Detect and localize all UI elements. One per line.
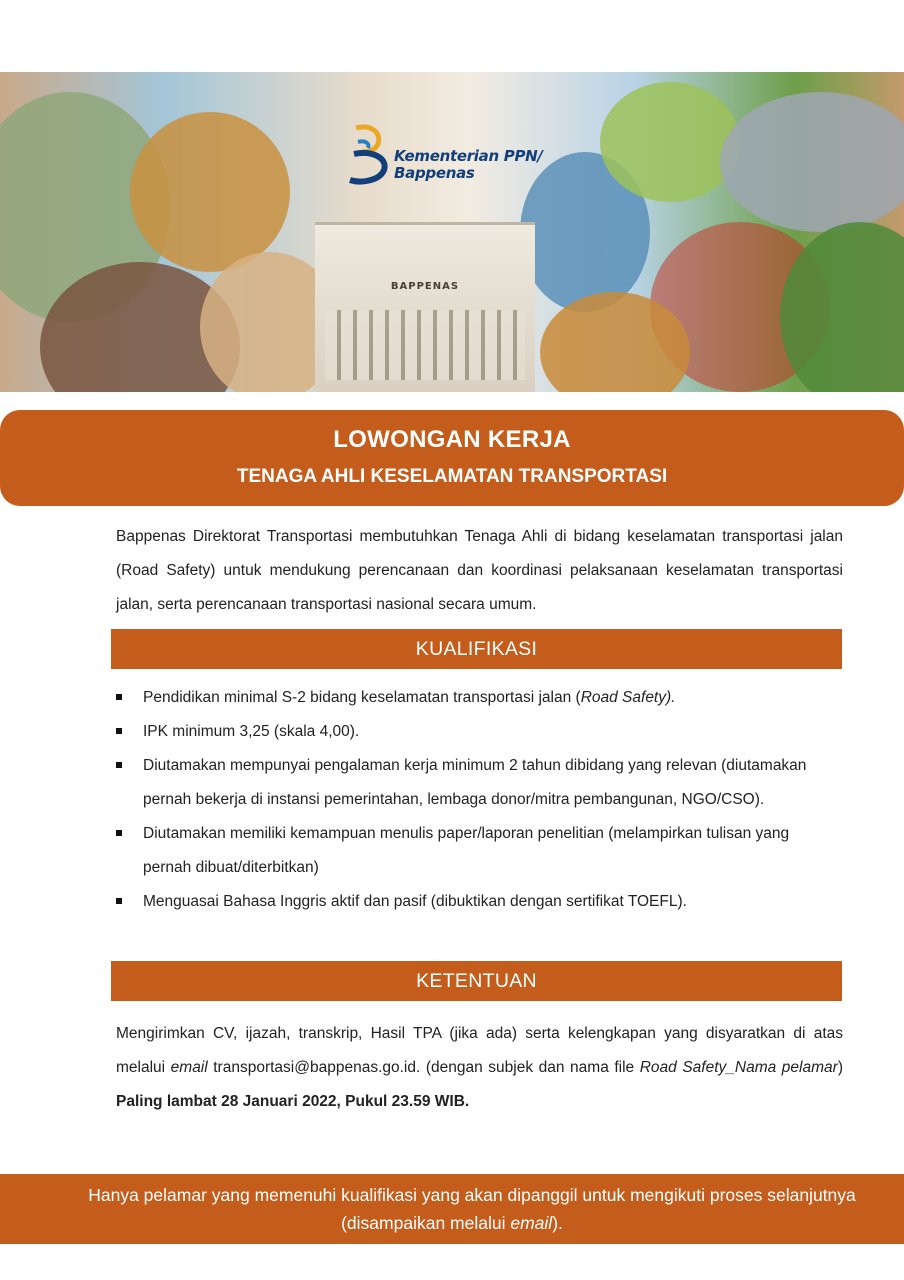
page-subtitle: TENAGA AHLI KESELAMATAN TRANSPORTASI <box>236 466 668 487</box>
collage-tile <box>600 82 740 202</box>
page-title: LOWONGAN KERJA <box>333 426 571 453</box>
header-banner-collage <box>0 72 904 392</box>
terms-text-close: ) <box>837 1059 843 1076</box>
footer-note-post: ). <box>552 1213 563 1233</box>
list-item <box>116 817 836 885</box>
building-columns <box>325 310 525 380</box>
qualification-text: IPK minimum 3,25 (skala 4,00). <box>143 723 360 740</box>
logo-text: Kementerian PPN/ Bappenas <box>394 147 543 182</box>
bullet-icon <box>116 830 122 836</box>
intro-paragraph: Bappenas Direktorat Transportasi membutuhkan Tenaga Ahli di bidang keselamatan transportasi jalan (Road Safety) untuk mendukung perencanaan dan koordinasi pelaksanaan keselamatan transportasi jalan, serta perencanaan transportasi nasional secara umum. <box>116 528 843 613</box>
email-word: email <box>170 1059 208 1076</box>
list-item <box>116 715 836 749</box>
bullet-icon <box>116 728 122 734</box>
qualification-emphasis: Road Safety). <box>580 689 676 706</box>
qualification-text: Diutamakan mempunyai pengalaman kerja minimum 2 tahun dibidang yang relevan (diutamakan pernah bekerja di instansi pemerintahan, lembaga donor/mitra pembangunan, NGO/CSO). <box>143 757 807 808</box>
building-sign: BAPPENAS <box>390 281 460 292</box>
footer-note-email: email <box>510 1213 553 1233</box>
qualification-text: Menguasai Bahasa Inggris aktif dan pasif (dibuktikan dengan sertifikat TOEFL). <box>143 893 687 910</box>
footer-note-bar <box>0 1174 904 1244</box>
file-name: Road Safety_Nama pelamar <box>639 1059 838 1076</box>
qualification-text: Pendidikan minimal S-2 bidang keselamatan transportasi jalan ( <box>143 689 581 706</box>
bullet-icon <box>116 762 122 768</box>
terms-heading: KETENTUAN <box>111 961 842 1001</box>
qualifications-heading: KUALIFIKASI <box>111 629 842 669</box>
terms-text: Mengirimkan CV, ijazah, transkrip, Hasil TPA (jika ada) serta kelengkapan yang disyaratkan di atas melalui <box>116 1025 843 1076</box>
bappenas-logo-icon <box>348 122 394 186</box>
terms-email-address: transportasi@bappenas.go.id. (dengan subjek dan nama file <box>207 1059 640 1076</box>
collage-tile <box>720 92 904 232</box>
bullet-icon <box>116 898 122 904</box>
bappenas-building <box>315 222 535 392</box>
list-item <box>116 885 836 919</box>
job-header-bar <box>0 410 904 506</box>
footer-note-pre: (disampaikan melalui <box>341 1213 511 1233</box>
deadline: Paling lambat 28 Januari 2022, Pukul 23.59 WIB. <box>116 1093 470 1110</box>
bullet-icon <box>116 694 122 700</box>
list-item <box>116 681 836 715</box>
footer-note-line1: Hanya pelamar yang memenuhi kualifikasi yang akan dipanggil untuk mengikuti proses selanjutnya <box>88 1185 856 1205</box>
terms-paragraph <box>116 1017 843 1119</box>
collage-tile <box>130 112 290 272</box>
footer-note-line2 <box>0 1208 904 1238</box>
list-item <box>116 749 836 817</box>
qualifications-list <box>116 681 836 919</box>
ministry-logo <box>348 122 568 192</box>
qualification-text: Diutamakan memiliki kemampuan menulis paper/laporan penelitian (melampirkan tulisan yang pernah dibuat/diterbitkan) <box>143 825 790 876</box>
